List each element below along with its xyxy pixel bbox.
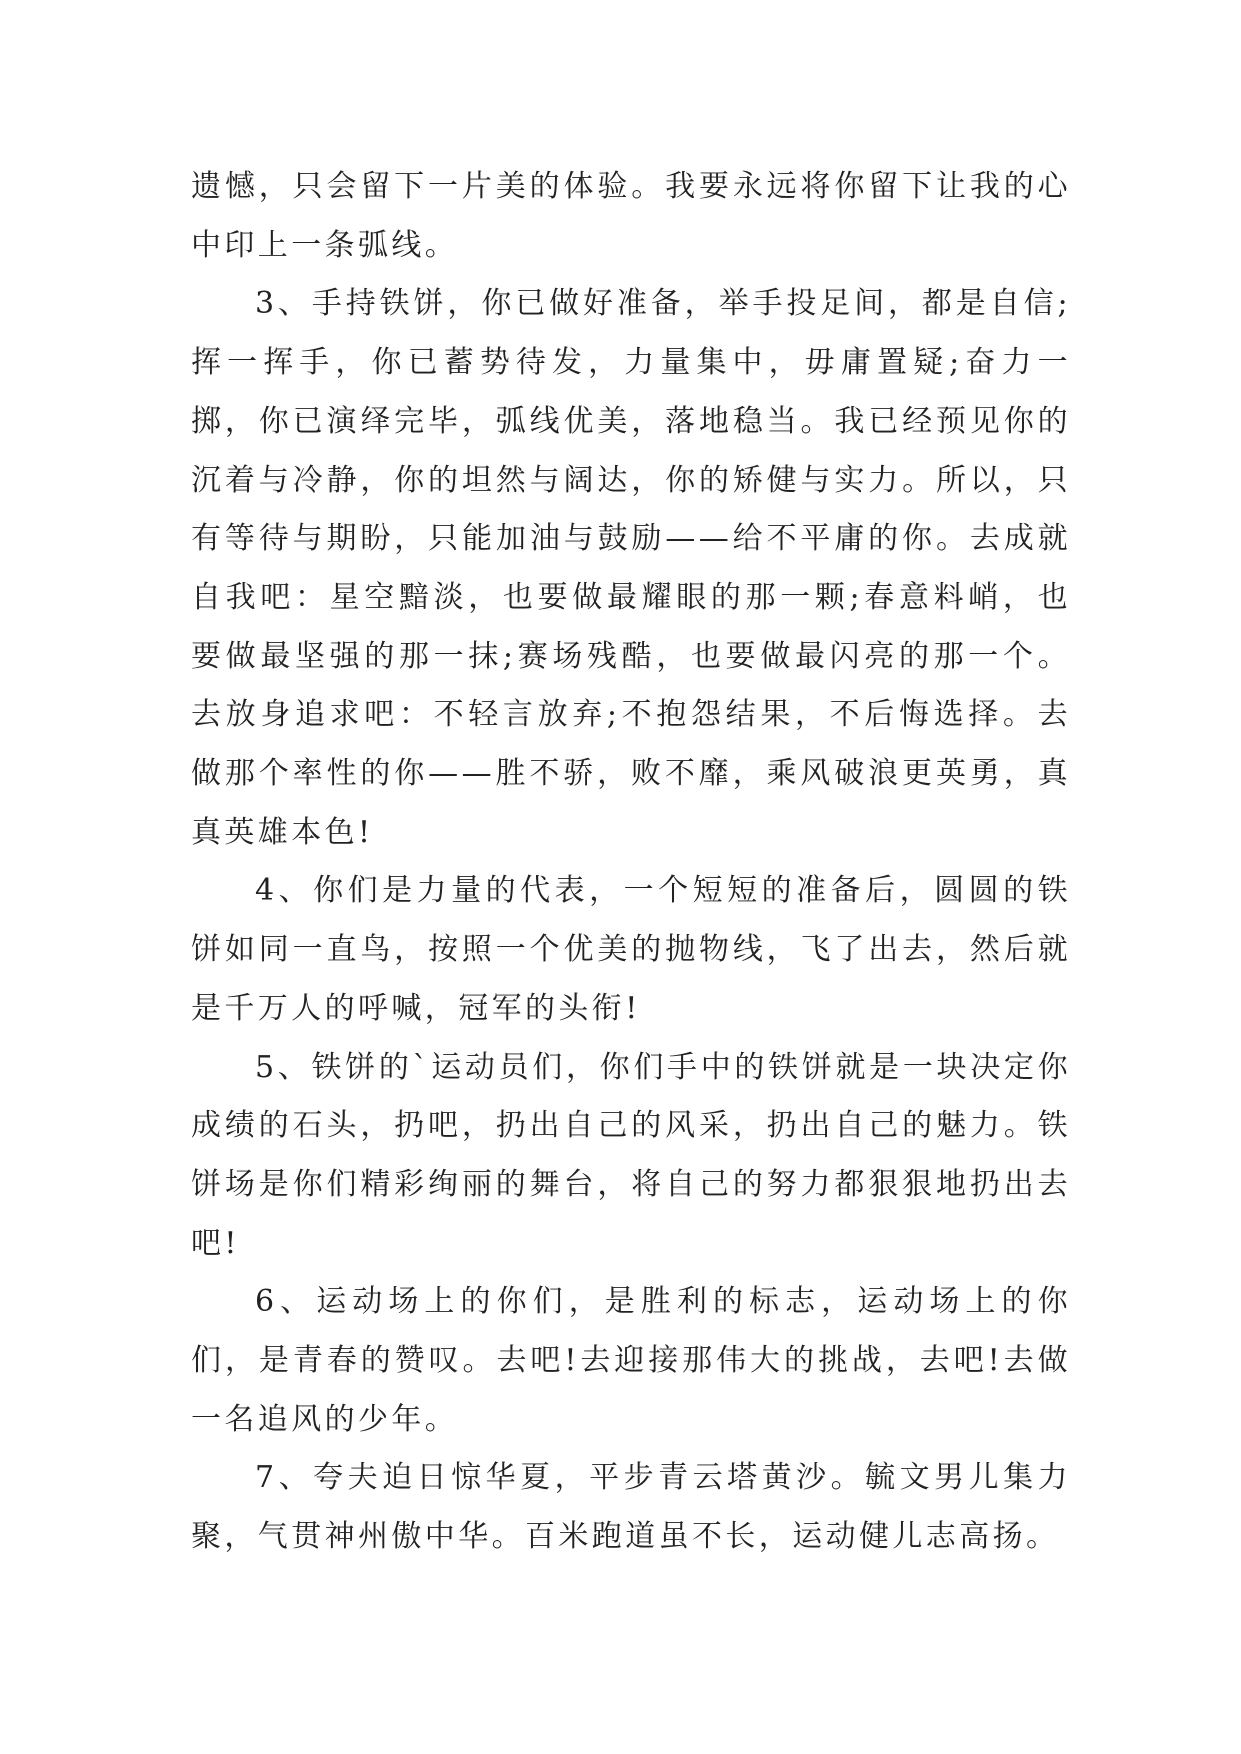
paragraph-item-6: 6、运动场上的你们，是胜利的标志，运动场上的你们，是青春的赞叹。去吧!去迎接那伟大的挑战，去吧!去做一名追风的少年。 (191, 1284, 1071, 1437)
document-body (191, 158, 1071, 1567)
paragraph-item-7: 7、夸夫迫日惊华夏，平步青云塔黄沙。毓文男儿集力聚，气贯神州傲中华。百米跑道虽不长，运动健儿志高扬。 (191, 1460, 1071, 1555)
paragraph-item-3: 3、手持铁饼，你已做好准备，举手投足间，都是自信;挥一挥手，你已蓄势待发，力量集中，毋庸置疑;奋力一掷，你已演绎完毕，弧线优美，落地稳当。我已经预见你的沉着与冷静，你的坦然与阔达，你的矫健与实力。所以，只有等待与期盼，只能加油与鼓励——给不平庸的你。去成就自我吧：星空黯淡，也要做最耀眼的那一颗;春意料峭，也要做最坚强的那一抹;赛场残酷，也要做最闪亮的那一个。去放身追求吧：不轻言放弃;不抱怨结果，不后悔选择。去做那个率性的你——胜不骄，败不靡，乘风破浪更英勇，真真英雄本色! (191, 286, 1071, 850)
paragraph-continuation: 遗憾，只会留下一片美的体验。我要永远将你留下让我的心中印上一条弧线。 (191, 169, 1071, 263)
paragraph-item-4: 4、你们是力量的代表，一个短短的准备后，圆圆的铁饼如同一直鸟，按照一个优美的抛物线，飞了出去，然后就是千万人的呼喊，冠军的头衔! (191, 873, 1071, 1026)
paragraph-item-5: 5、铁饼的`运动员们，你们手中的铁饼就是一块决定你成绩的石头，扔吧，扔出自己的风采，扔出自己的魅力。铁饼场是你们精彩绚丽的舞台，将自己的努力都狠狠地扔出去吧! (191, 1049, 1071, 1261)
